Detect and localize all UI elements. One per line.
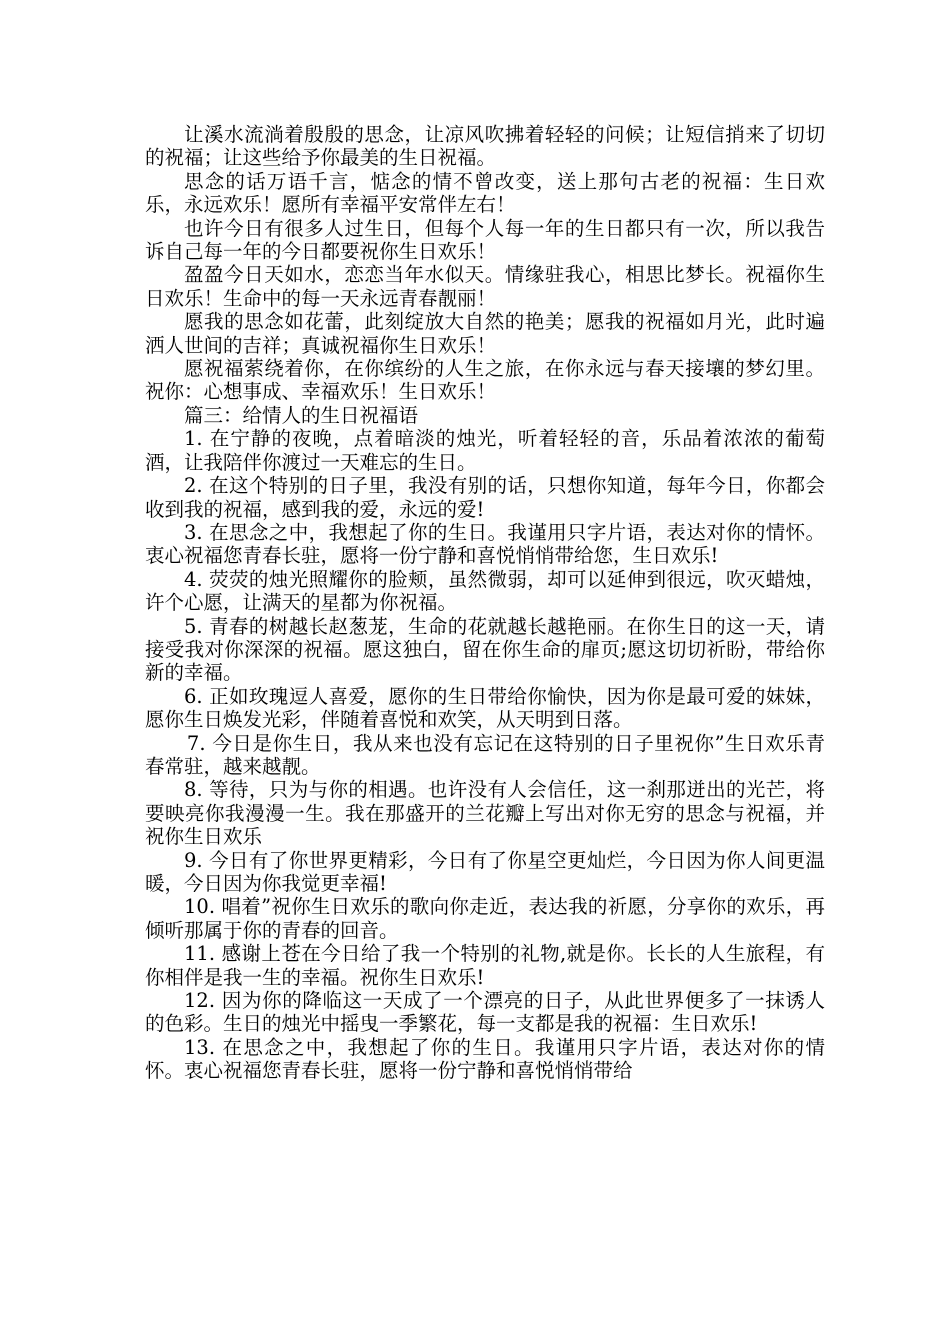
paragraph-1: 让溪水流淌着殷殷的思念，让凉风吹拂着轻轻的问候；让短信捎来了切切的祝福；让这些给予你最美的生日祝福。 <box>145 123 825 170</box>
list-item-13: 13. 在思念之中，我想起了你的生日。我谨用只字片语，表达对你的情怀。衷心祝福您青春长驻，愿将一份宁静和喜悦悄悄带给 <box>145 1035 825 1083</box>
list-item-4: 4. 荧荧的烛光照耀你的脸颊，虽然微弱，却可以延伸到很远，吹灭蜡烛，许个心愿，让满天的星都为你祝福。 <box>145 567 825 615</box>
paragraph-2: 思念的话万语千言，惦念的情不曾改变，送上那句古老的祝福：生日欢乐，永远欢乐！愿所有幸福平安常伴左右！ <box>145 169 825 217</box>
paragraph-6: 愿祝福萦绕着你，在你缤纷的人生之旅，在你永远与春天接壤的梦幻里。祝你：心想事成、幸福欢乐！生日欢乐！ <box>145 357 825 404</box>
list-item-5: 5. 青春的树越长赵葱茏，生命的花就越长越艳丽。在你生日的这一天，请接受我对你深深的祝福。愿这独白，留在你生命的扉页;愿这切切祈盼，带给你新的幸福。 <box>145 614 825 685</box>
list-item-3: 3. 在思念之中，我想起了你的生日。我谨用只字片语，表达对你的情怀。衷心祝福您青春长驻，愿将一份宁静和喜悦悄悄带给您，生日欢乐! <box>145 520 825 568</box>
list-item-6: 6. 正如玫瑰逗人喜爱，愿你的生日带给你愉快，因为你是最可爱的妹妹，愿你生日焕发光彩，伴随着喜悦和欢笑，从天明到日落。 <box>145 684 825 732</box>
list-item-1: 1. 在宁静的夜晚，点着暗淡的烛光，听着轻轻的音，乐品着浓浓的葡萄酒，让我陪伴你渡过一天难忘的生日。 <box>145 427 825 474</box>
paragraph-5: 愿我的思念如花蕾，此刻绽放大自然的艳美；愿我的祝福如月光，此时遍洒人世间的吉祥；真诚祝福你生日欢乐！ <box>145 310 825 357</box>
paragraph-3: 也许今日有很多人过生日，但每个人每一年的生日都只有一次，所以我告诉自己每一年的今日都要祝你生日欢乐！ <box>145 216 825 264</box>
paragraph-4: 盈盈今日天如水，恋恋当年水似天。情缘驻我心，相思比梦长。祝福你生日欢乐！生命中的每一天永远青春靓丽！ <box>145 263 825 310</box>
list-item-7: 7. 今日是你生日，我从来也没有忘记在这特别的日子里祝你”生日欢乐青春常驻，越来越靓。 <box>145 731 825 778</box>
list-item-9: 9. 今日有了你世界更精彩，今日有了你星空更灿烂，今日因为你人间更温暖，今日因为你我觉更幸福! <box>145 848 825 895</box>
list-item-8: 8. 等待，只为与你的相遇。也许没有人会信任，这一刹那迸出的光芒，将要映亮你我漫漫一生。我在那盛开的兰花瓣上写出对你无穷的思念与祝福，并祝你生日欢乐 <box>145 778 825 849</box>
document-page <box>145 123 825 1083</box>
list-item-12: 12. 因为你的降临这一天成了一个漂亮的日子，从此世界便多了一抹诱人的色彩。生日的烛光中摇曳一季繁花，每一支都是我的祝福：生日欢乐! <box>145 989 825 1036</box>
section-heading: 篇三：给情人的生日祝福语 <box>184 403 419 427</box>
list-item-10: 10. 唱着”祝你生日欢乐的歌向你走近，表达我的祈愿，分享你的欢乐，再倾听那属于你的青春的回音。 <box>145 895 825 942</box>
list-item-2: 2. 在这个特别的日子里，我没有别的话，只想你知道，每年今日，你都会收到我的祝福，感到我的爱，永远的爱! <box>145 474 825 521</box>
list-item-11: 11. 感谢上苍在今日给了我一个特别的礼物,就是你。长长的人生旅程，有你相伴是我一生的幸福。祝你生日欢乐! <box>145 942 825 989</box>
